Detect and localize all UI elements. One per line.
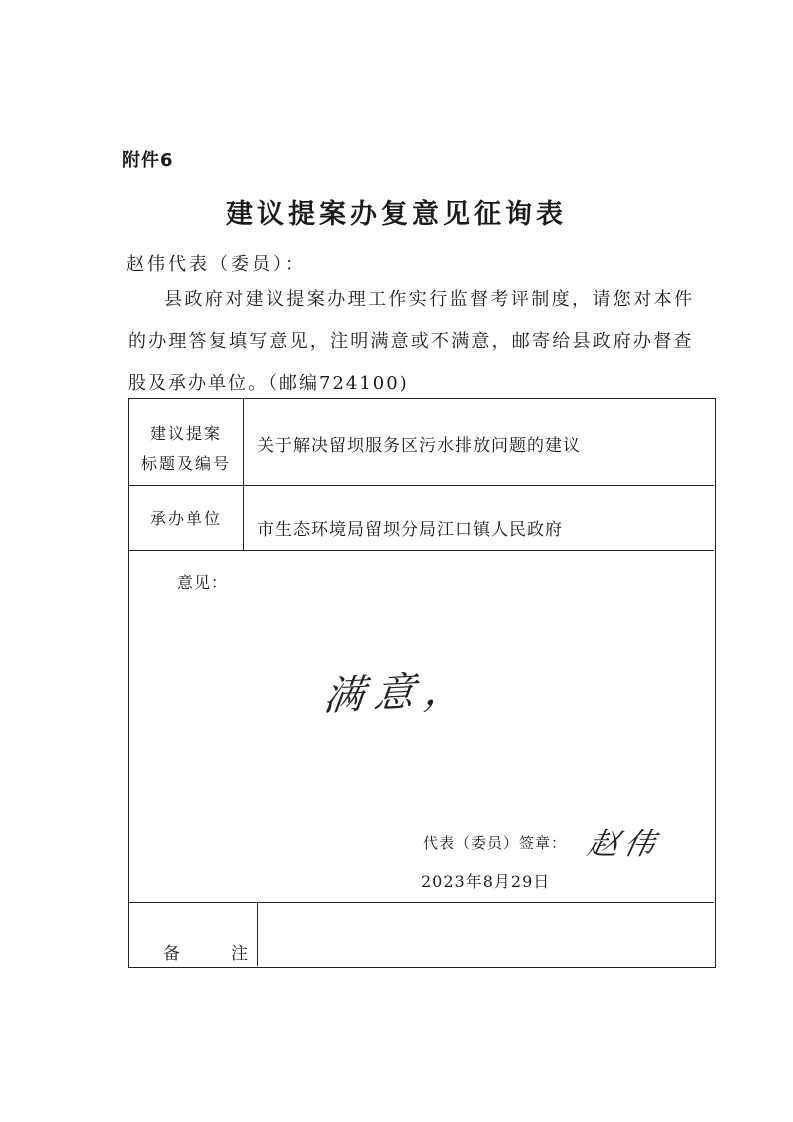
body-line-3: 股及承办单位。（邮编724100) <box>128 373 409 394</box>
salutation: 赵伟代表（委员）： <box>126 254 306 275</box>
attachment-number: 附件6 <box>122 150 174 171</box>
sign-date: 2023年8月29日 <box>421 872 551 891</box>
column-divider <box>243 399 244 550</box>
proposal-title-value: 关于解决留坝服务区污水排放问题的建议 <box>257 436 581 456</box>
handwritten-signature: 赵伟 <box>584 827 664 862</box>
title-label-line-2: 标题及编号 <box>140 454 231 473</box>
row-divider <box>129 485 714 486</box>
column-divider <box>257 902 258 966</box>
signature-label: 代表（委员）签章： <box>423 834 568 852</box>
remark-label-2: 注 <box>231 944 248 964</box>
unit-label: 承办单位 <box>149 509 222 528</box>
feedback-table <box>128 398 716 968</box>
opinion-label: 意见： <box>177 573 229 592</box>
row-divider <box>129 902 714 903</box>
body-line-2: 的办理答复填写意见，注明满意或不满意，邮寄给县政府办督查 <box>128 331 694 352</box>
document-title: 建议提案办复意见征询表 <box>226 199 567 230</box>
title-label <box>129 419 243 479</box>
unit-value: 市生态环境局留坝分局江口镇人民政府 <box>257 520 563 540</box>
handwritten-opinion: 满意， <box>321 666 479 720</box>
remark-label-1: 备 <box>163 944 180 964</box>
title-label-line-1: 建议提案 <box>149 424 222 443</box>
body-line-1: 县政府对建议提案办理工作实行监督考评制度，请您对本件 <box>164 289 695 310</box>
row-divider <box>129 550 714 551</box>
